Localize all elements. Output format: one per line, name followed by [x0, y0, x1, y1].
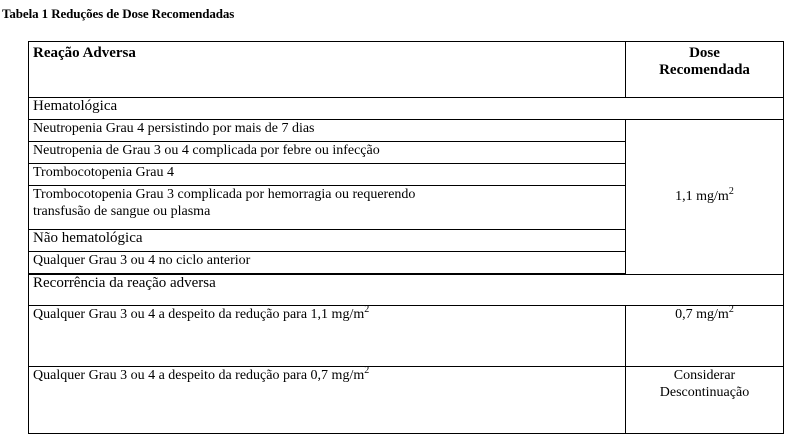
- table-row: [29, 306, 784, 367]
- reaction-recurrence-0-7: [29, 364, 626, 434]
- dose-discontinue-line1: Considerar: [673, 368, 736, 384]
- dose-0-7-sup: 2: [728, 303, 734, 315]
- dose-discontinue-line2: Descontinuação: [659, 385, 750, 401]
- section-row-hematologic: [29, 97, 784, 119]
- reaction-recurrence-1-1-sup: 2: [364, 303, 370, 315]
- reaction-recurrence-1-1: [29, 303, 626, 367]
- reaction-any-g3-4-prior-cycle: Qualquer Grau 3 ou 4 no ciclo anterior: [29, 251, 626, 273]
- dose-discontinue: [626, 367, 784, 434]
- reaction-neutropenia-g3-4: Neutropenia de Grau 3 ou 4 complicada por febre ou infecção: [29, 141, 626, 163]
- dose-1-1: [626, 119, 784, 274]
- dose-reduction-table: [28, 41, 784, 434]
- dose-0-7: [626, 303, 784, 367]
- table-row: [29, 119, 784, 141]
- reaction-thrombocytopenia-g3-line1: Trombocotopenia Grau 3 complicada por hemorragia ou requerendo: [33, 187, 416, 203]
- reaction-thrombocytopenia-g4: Trombocotopenia Grau 4: [29, 164, 626, 186]
- reaction-neutropenia-g4: Neutropenia Grau 4 persistindo por mais de 7 dias: [29, 119, 626, 141]
- header-dose-line2: Recomendada: [659, 62, 750, 78]
- dose-1-1-sup: 2: [728, 185, 734, 197]
- dose-0-7-value: 0,7 mg/m: [675, 307, 729, 323]
- header-dose-line1: Dose: [689, 45, 720, 61]
- section-recurrence: Recorrência da reação adversa: [29, 275, 784, 306]
- table-caption: Tabela 1 Reduções de Dose Recomendadas: [2, 6, 235, 21]
- reaction-thrombocytopenia-g3: [29, 186, 626, 229]
- dose-1-1-value: 1,1 mg/m: [675, 189, 729, 205]
- section-non-hematologic: Não hematológica: [29, 229, 626, 251]
- section-row-recurrence: [29, 275, 784, 306]
- reaction-recurrence-0-7-sup: 2: [364, 364, 370, 376]
- header-recommended-dose: [626, 42, 784, 98]
- reaction-recurrence-1-1-text: Qualquer Grau 3 ou 4 a despeito da redução para 1,1 mg/m: [33, 307, 365, 323]
- table-header-row: [29, 42, 784, 98]
- header-adverse-reaction: Reação Adversa: [29, 42, 626, 98]
- table-row: [29, 367, 784, 434]
- reaction-recurrence-0-7-text: Qualquer Grau 3 ou 4 a despeito da redução para 0,7 mg/m: [33, 368, 365, 384]
- section-hematologic: Hematológica: [29, 97, 784, 119]
- reaction-thrombocytopenia-g3-line2: transfusão de sangue ou plasma: [33, 204, 211, 220]
